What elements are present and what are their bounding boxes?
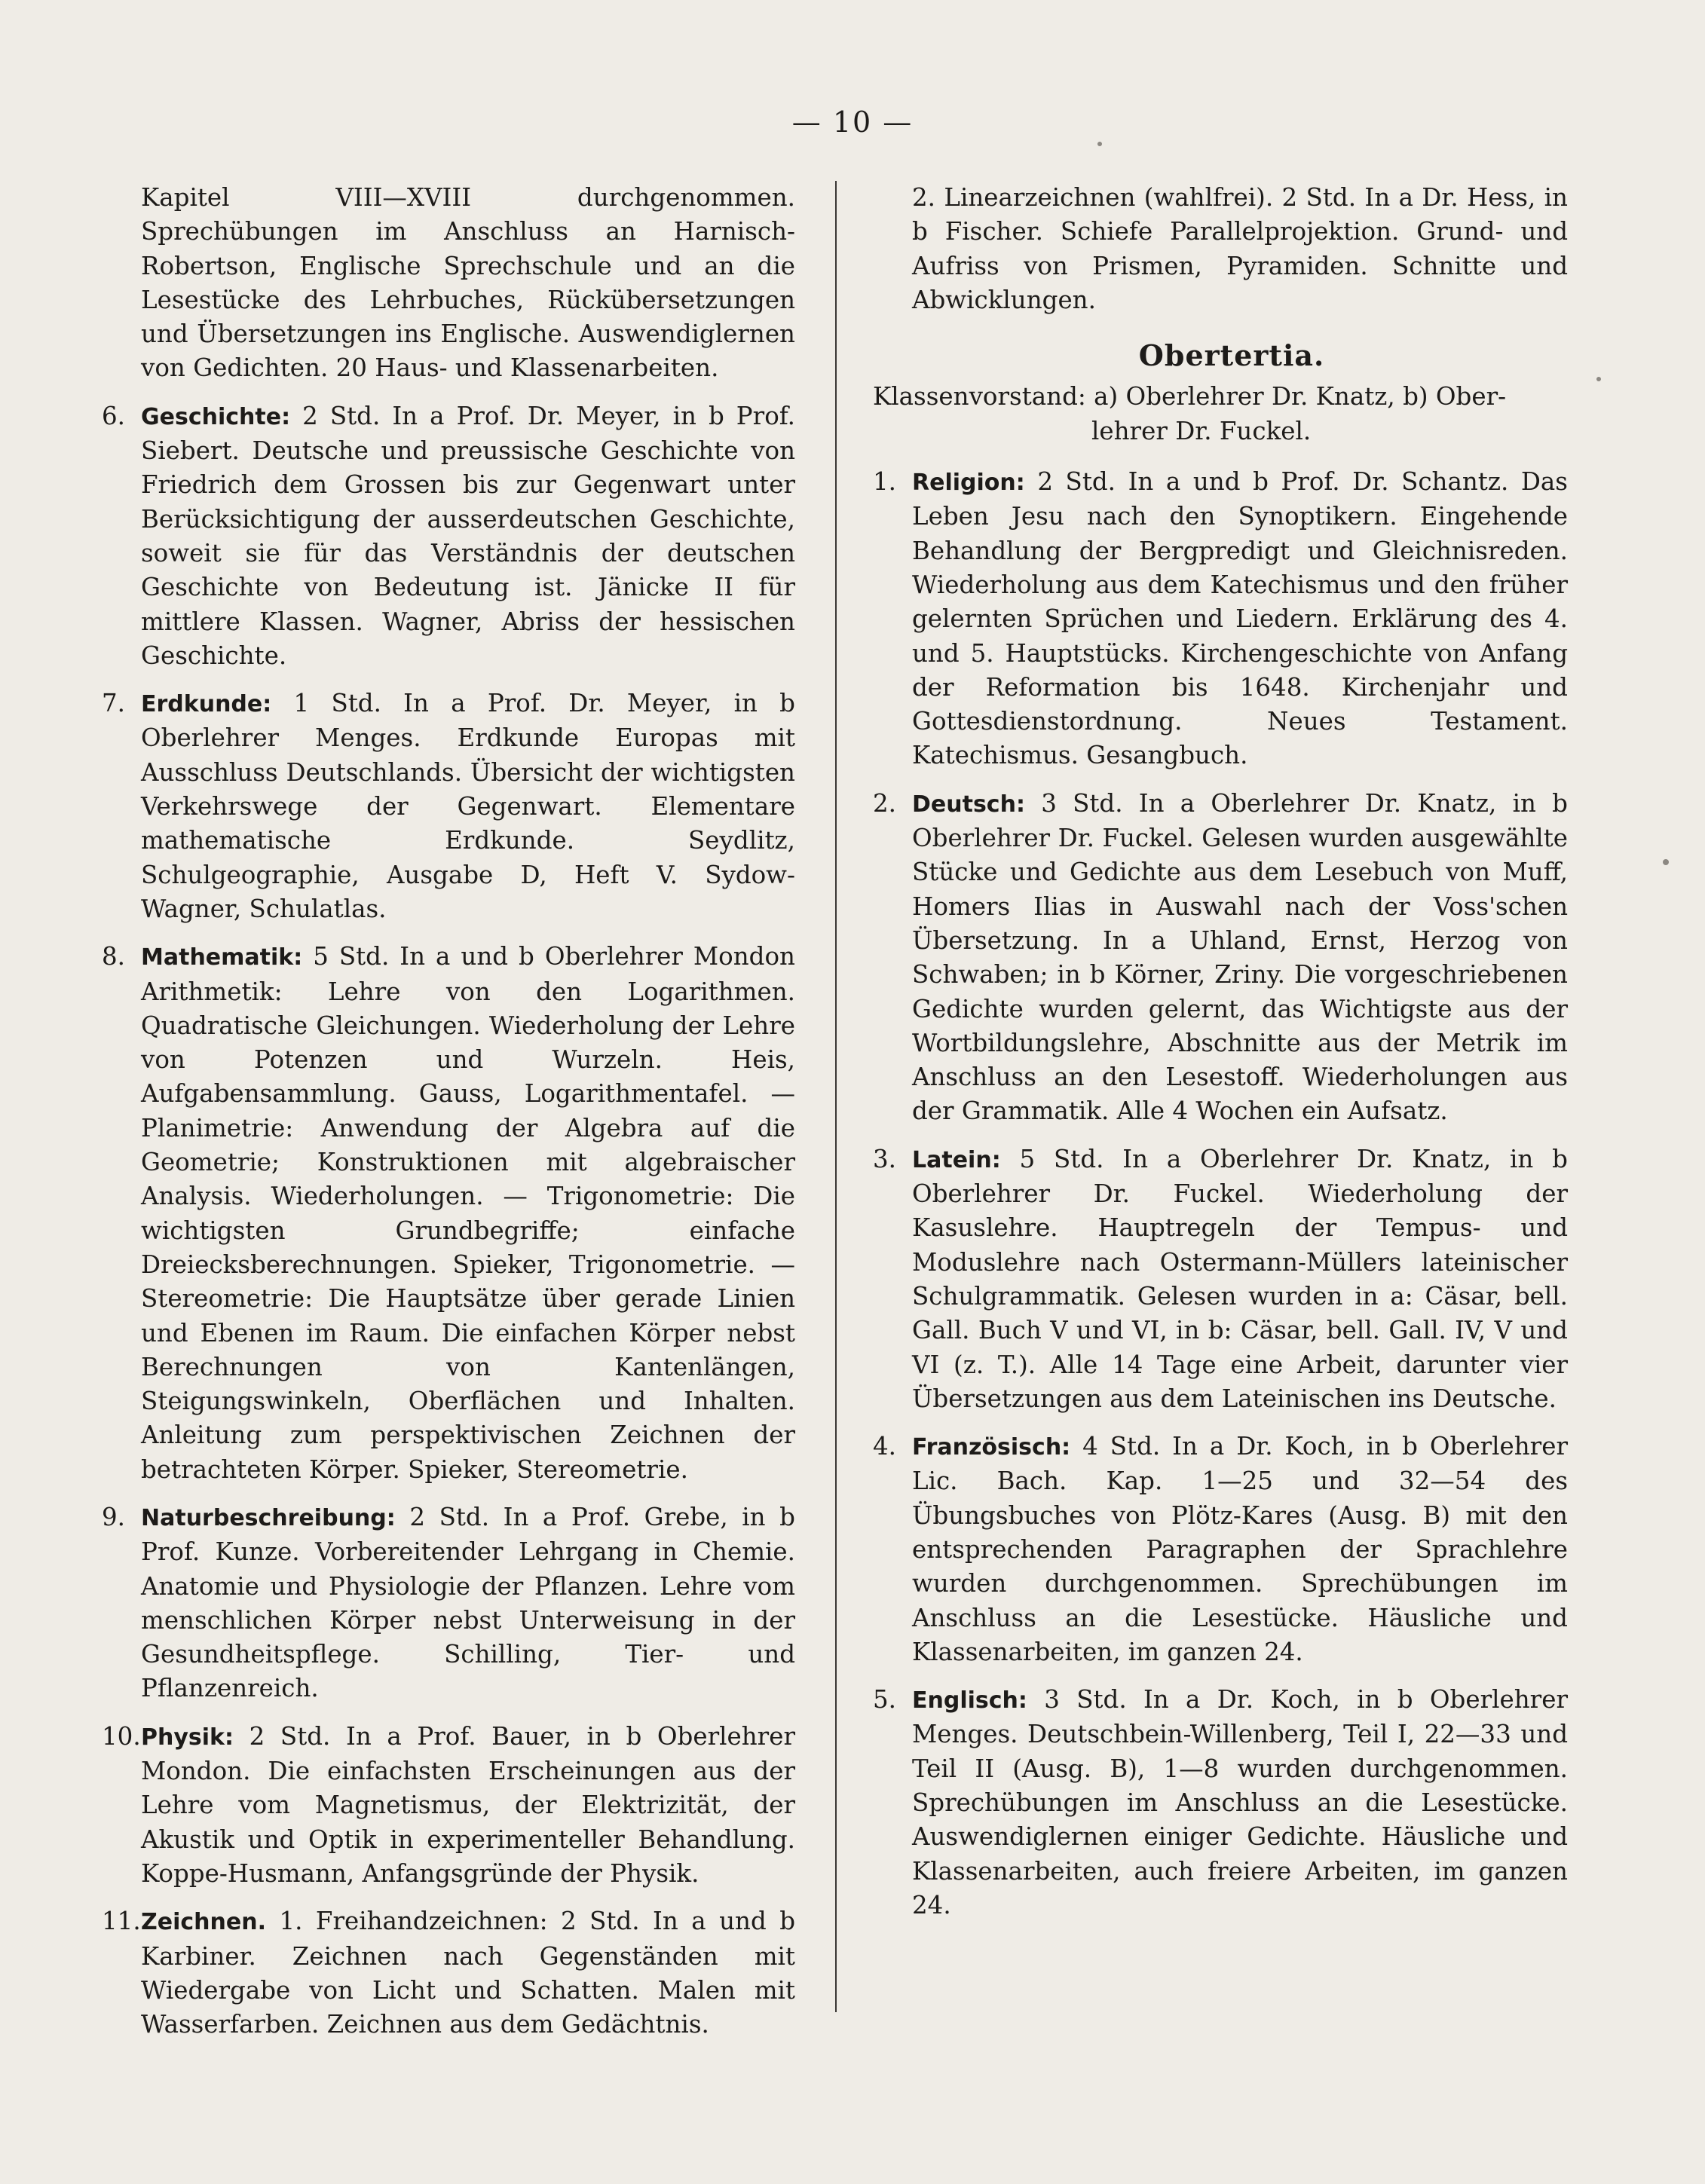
entry-number: 10. — [102, 1721, 141, 1751]
scan-speck — [1596, 377, 1601, 381]
section-title: Obertertia. — [1138, 338, 1325, 373]
entry-text: 3 Std. In a Dr. Koch, in b Oberlehrer Menges. Deutschbein-Willenberg, Teil I, 22—33 und Teil II (Ausg. B), 1—8 wurden durchgenommen. Sprechübungen im Anschluss an die Lesestücke. Auswendiglernen einiger Gedichte. Häusliche und Klassenarbeiten, auch freiere Arbeiten, im ganzen 24. — [912, 1685, 1568, 1919]
entry-number: 3. — [873, 1144, 897, 1173]
entry-subject: Geschichte: — [141, 403, 291, 430]
right-column — [873, 181, 1568, 1936]
entry-englisch — [873, 1683, 1568, 1922]
entry-subject: Zeichnen. — [141, 1909, 266, 1936]
entry-number: 1. — [873, 467, 897, 497]
entry-mathematik — [102, 940, 795, 1487]
entry-text: 2 Std. In a Prof. Bauer, in b Oberlehrer Mondon. Die einfachsten Erscheinungen aus der Lehre vom Magnetismus, der Elektrizität, der Akustik und Optik in experimenteller Behandlung. Koppe-Husmann, Anfangsgründe der Physik. — [141, 1721, 795, 1888]
entry-number: 7. — [102, 689, 126, 718]
entry-religion — [873, 465, 1568, 773]
entry-deutsch — [873, 787, 1568, 1129]
entry-zeichnen — [102, 1904, 795, 2042]
class-board-line-1: Klassenvorstand: a) Oberlehrer Dr. Knatz, b) Ober- — [873, 382, 1507, 411]
entry-subject: Naturbeschreibung: — [141, 1504, 396, 1531]
left-continuation-paragraph: Kapitel VIII—XVIII durchgenommen. Sprechübungen im Anschluss an Harnisch-Robertson, Englische Sprechschule und an die Lesestücke des Lehrbuches, Rückübersetzungen und Übersetzungen ins Englische. Auswendiglernen von Gedichten. 20 Haus- und Klassenarbeiten. — [141, 183, 795, 383]
class-board-line — [873, 380, 1568, 448]
class-board-line-2: lehrer Dr. Fuckel. — [1091, 416, 1312, 445]
entry-text: 2 Std. In a und b Prof. Dr. Schantz. Das Leben Jesu nach den Synoptikern. Eingehende Behandlung der Bergpredigt und Gleichnisreden. Wiederholung aus dem Katechismus und den früher gelernten Sprüchen und Liedern. Erklärung des 4. und 5. Hauptstücks. Kirchengeschichte von Anfang der Reformation bis 1648. Kirchenjahr und Gottesdienstordnung. Neues Testament. Katechismus. Gesangbuch. — [912, 467, 1568, 770]
entry-text: 5 Std. In a Oberlehrer Dr. Knatz, in b Oberlehrer Dr. Fuckel. Wiederholung der Kasuslehre. Hauptregeln der Tempus- und Moduslehre nach Ostermann-Müllers lateinischer Schulgrammatik. Gelesen wurden in a: Cäsar, bell. Gall. Buch V und VI, in b: Cäsar, bell. Gall. IV, V und VI (z. T.). Alle 14 Tage eine Arbeit, darunter vier Übersetzungen aus dem Lateinischen ins Deutsche. — [912, 1144, 1568, 1413]
page-number: — 10 — — [791, 106, 914, 139]
entry-text: 4 Std. In a Dr. Koch, in b Oberlehrer Lic. Bach. Kap. 1—25 und 32—54 des Übungsbuches von Plötz-Kares (Ausg. B) mit den entsprechenden Paragraphen der Sprachlehre wurden durchgenommen. Sprechübungen im Anschluss an die Lesestücke. Häusliche und Klassenarbeiten, im ganzen 24. — [912, 1432, 1568, 1666]
entry-subject: Deutsch: — [912, 791, 1025, 818]
right-continuation-paragraph: 2. Linearzeichnen (wahlfrei). 2 Std. In a Dr. Hess, in b Fischer. Schiefe Parallelprojektion. Grund- und Aufriss von Prismen, Pyramiden. Schnitte und Abwicklungen. — [912, 183, 1568, 314]
column-divider — [835, 181, 837, 2012]
entry-geschichte — [102, 399, 795, 673]
entry-number: 4. — [873, 1432, 897, 1461]
entry-number: 5. — [873, 1685, 897, 1714]
entry-naturbeschreibung — [102, 1500, 795, 1706]
entry-franzoesisch — [873, 1430, 1568, 1669]
left-column — [102, 181, 795, 2055]
entry-text: 5 Std. In a und b Oberlehrer Mondon Arithmetik: Lehre von den Logarithmen. Quadratische Gleichungen. Wiederholung der Lehre von Potenzen und Wurzeln. Heis, Aufgabensammlung. Gauss, Logarithmentafel. — Planimetrie: Anwendung der Algebra auf die Geometrie; Konstruktionen mit algebraischer Analysis. Wiederholungen. — Trigonometrie: Die wichtigsten Grundbegriffe; einfache Dreiecksberechnungen. Spieker, Trigonometrie. — Stereometrie: Die Hauptsätze über gerade Linien und Ebenen im Raum. Die einfachen Körper nebst Berechnungen von Kantenlängen, Steigungswinkeln, Oberflächen und Inhalten. Anleitung zum perspektivischen Zeichnen der betrachteten Körper. Spieker, Stereometrie. — [141, 942, 795, 1484]
entry-text: 2 Std. In a Prof. Dr. Meyer, in b Prof. Siebert. Deutsche und preussische Geschichte von Friedrich dem Grossen bis zur Gegenwart unter Berücksichtigung der ausserdeutschen Geschichte, soweit sie für das Verständnis der deutschen Geschichte von Bedeutung ist. Jänicke II für mittlere Klassen. Wagner, Abriss der hessischen Geschichte. — [141, 401, 795, 670]
entry-number: 8. — [102, 942, 126, 971]
entry-subject: Französisch: — [912, 1434, 1071, 1461]
entry-subject: Physik: — [141, 1724, 234, 1751]
entry-text: 1. Freihandzeichnen: 2 Std. In a und b Karbiner. Zeichnen nach Gegenständen mit Wiedergabe von Licht und Schatten. Malen mit Wasserfarben. Zeichnen aus dem Gedächtnis. — [141, 1907, 795, 2039]
entry-text: 3 Std. In a Oberlehrer Dr. Knatz, in b Oberlehrer Dr. Fuckel. Gelesen wurden ausgewählte Stücke und Gedichte aus dem Lesebuch von Muff, Homers Ilias in Auswahl nach der Voss'schen Übersetzung. In a Uhland, Ernst, Herzog von Schwaben; in b Körner, Zriny. Die vorgeschriebenen Gedichte wurden gelernt, das Wichtigste aus der Wortbildungslehre, Abschnitte aus der Metrik im Anschluss an den Lesestoff. Wiederholungen aus der Grammatik. Alle 4 Wochen ein Aufsatz. — [912, 788, 1568, 1126]
entry-number: 2. — [873, 788, 897, 818]
entry-number: 6. — [102, 401, 126, 430]
entry-subject: Latein: — [912, 1146, 1001, 1173]
scan-speck — [1663, 859, 1669, 865]
scan-speck — [1097, 142, 1102, 146]
entry-subject: Mathematik: — [141, 944, 303, 971]
entry-erdkunde — [102, 687, 795, 926]
entry-number: 9. — [102, 1502, 126, 1531]
entry-number: 11. — [102, 1907, 141, 1936]
entry-subject: Englisch: — [912, 1687, 1027, 1714]
entry-subject: Religion: — [912, 470, 1025, 497]
entry-latein — [873, 1142, 1568, 1416]
entry-text: 1 Std. In a Prof. Dr. Meyer, in b Oberlehrer Menges. Erdkunde Europas mit Ausschluss Deutschlands. Übersicht der wichtigsten Verkehrswege der Gegenwart. Elementare mathematische Erdkunde. Seydlitz, Schulgeographie, Ausgabe D, Heft V. Sydow-Wagner, Schulatlas. — [141, 689, 795, 923]
entry-physik — [102, 1720, 795, 1891]
entry-subject: Erdkunde: — [141, 691, 272, 718]
entry-text: 2 Std. In a Prof. Grebe, in b Prof. Kunze. Vorbereitender Lehrgang in Chemie. Anatomie und Physiologie der Pflanzen. Lehre vom menschlichen Körper nebst Unterweisung in der Gesundheitspflege. Schilling, Tier- und Pflanzenreich. — [141, 1502, 795, 1703]
